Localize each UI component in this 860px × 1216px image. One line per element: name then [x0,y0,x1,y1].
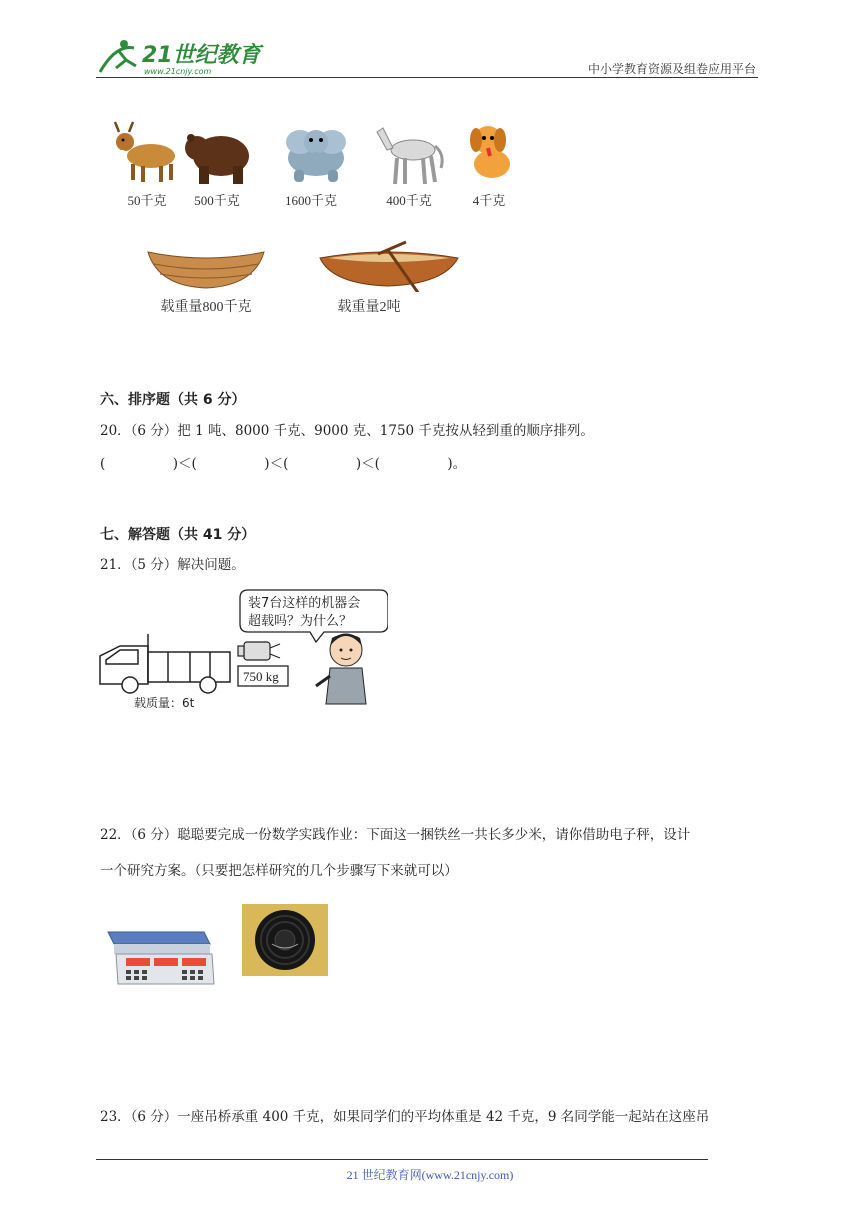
question-20-blanks: ( )＜( )＜( )＜( )。 [100,456,467,472]
wire-coil [242,904,328,976]
section-title: 六、排序题（共 6 分） [100,392,246,408]
question-20: 20．（6 分）把 1 吨、8000 千克、9000 克、1750 千克按从轻到重的顺序排列。 [100,423,594,439]
site-logo [96,34,266,78]
question-21: 21．（5 分）解决问题。 [100,557,245,573]
truck-capacity: 载质量：6t [134,696,195,710]
elephant-icon [268,118,358,188]
horse-icon [369,118,449,188]
question-22-line-1: 22．（6 分）聪聪要完成一份数学实践作业：下面这一捆铁丝一共长多少米，请你借助电子秤，设计 [100,827,691,843]
speech-line-1: 装7台这样的机器会 [248,596,361,611]
platform-name: 中小学教育资源及组卷应用平台 [587,62,756,76]
animal-weight: 4千克 [472,193,506,208]
bear-icon [181,118,253,188]
boat-wooden [146,240,266,316]
animal-weight: 400千克 [386,193,432,208]
animal-dog [446,118,532,218]
animal-weight: 50千克 [127,193,167,208]
animal-weight: 500千克 [194,193,240,208]
scale-icon [104,918,216,990]
goat-icon [111,118,183,188]
question-22-line-2: 一个研究方案。（只要把怎样研究的几个步骤写下来就可以） [100,863,458,879]
animal-bear [174,118,260,218]
boat-capacity-label: 载重量2吨 [337,300,401,315]
boy-icon [316,634,366,704]
rowboat-icon [318,240,460,292]
logo-url: www.21cnjy.com [144,67,212,76]
truck-illustration [98,586,388,712]
header-divider [96,77,758,78]
machine-weight: 750 kg [243,669,279,684]
animal-elephant [268,118,354,218]
question-23: 23．（6 分）一座吊桥承重 400 千克，如果同学们的平均体重是 42 千克，9 名同学能一起站在这座吊 [100,1109,710,1125]
animal-weight: 1600千克 [284,193,337,208]
electronic-scale [104,918,216,994]
boat-capacity-label: 载重量800千克 [160,300,252,315]
wooden-boat-icon [146,240,266,292]
machine-icon [238,642,280,660]
dog-icon [454,118,524,188]
wire-coil-icon [242,904,328,976]
speech-line-2: 超载吗？为什么？ [248,614,353,629]
section-title: 七、解答题（共 41 分） [100,527,256,543]
animal-horse [366,118,452,218]
footer-divider [96,1159,708,1160]
logo-text: 21世纪教育 [142,43,261,68]
footer-text[interactable]: 21 世纪教育网(www.21cnjy.com) [346,1168,514,1182]
boat-rowboat [318,240,460,316]
truck-icon [100,634,230,693]
